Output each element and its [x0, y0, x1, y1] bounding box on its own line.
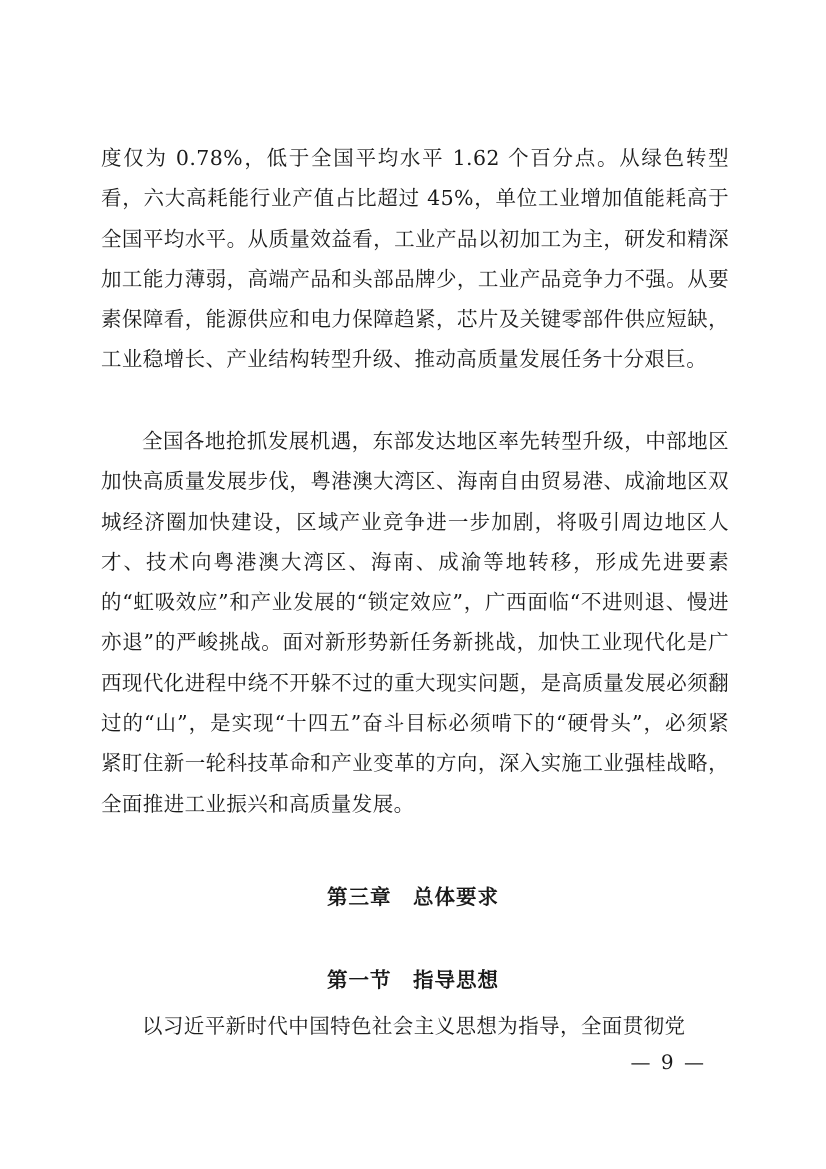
body-paragraph: 以习近平新时代中国特色社会主义思想为指导，全面贯彻党: [142, 1014, 686, 1038]
body-paragraph: 度仅为 0.78%，低于全国平均水平 1.62 个百分点。从绿色转型看，六大高耗能行业产值占比超过 45%，单位工业增加值能耗高于全国平均水平。从质量效益看，工业产品以初加工为主，研发和精深加工能力薄弱，高端产品和头部品牌少，工业产品竞争力不强。从要素保障看，能源供应和电力保障趋紧，芯片及关键零部件供应短缺，工业稳增长、产业结构转型升级、推动高质量发展任务十分艰巨。: [101, 146, 729, 372]
body-paragraph: 全国各地抢抓发展机遇，东部发达地区率先转型升级，中部地区加快高质量发展步伐，粤港澳大湾区、海南自由贸易港、成渝地区双城经济圈加快建设，区域产业竞争进一步加剧，将吸引周边地区人才、技术向粤港澳大湾区、海南、成渝等地转移，形成先进要素的“虹吸效应”和产业发展的“锁定效应”，广西面临“不进则退、慢进亦退”的严峻挑战。面对新形势新任务新挑战，加快工业现代化是广西现代化进程中绕不开躲不过的重大现实问题，是高质量发展必须翻过的“山”，是实现“十四五”奋斗目标必须啃下的“硬骨头”，必须紧紧盯住新一轮科技革命和产业变革的方向，深入实施工业强桂战略，全面推进工业振兴和高质量发展。: [101, 429, 729, 816]
chapter-heading: 第三章 总体要求: [327, 885, 499, 909]
section-heading: 第一节 指导思想: [327, 968, 499, 992]
page-number: — 9 —: [630, 1050, 706, 1074]
